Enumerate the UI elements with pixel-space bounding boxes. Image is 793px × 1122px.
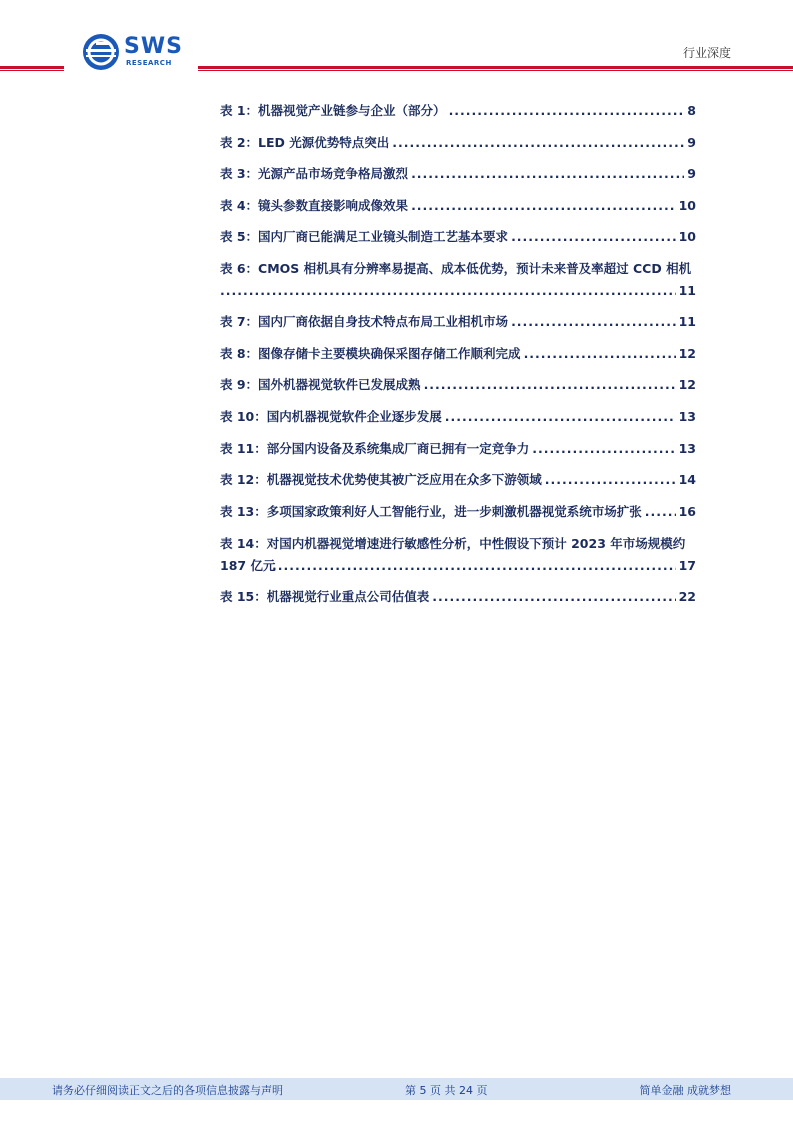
logo-subtext: RESEARCH (126, 59, 172, 67)
toc-entry-page: 12 (678, 377, 696, 392)
toc-entry-title: 表 3：光源产品市场竞争格局激烈 (220, 166, 409, 181)
toc-entry[interactable] (220, 132, 696, 154)
toc-entry-title: 表 14：对国内机器视觉增速进行敏感性分析，中性假设下预计 2023 年市场规模约 187 亿元 (220, 536, 686, 573)
toc-entry-title: 表 7：国内厂商依据自身技术特点布局工业相机市场 (220, 314, 509, 329)
toc-leader-dots (220, 280, 676, 302)
toc-entry-title: 表 5：国内厂商已能满足工业镜头制造工艺基本要求 (220, 229, 509, 244)
toc-entry-title: 表 11：部分国内设备及系统集成厂商已拥有一定竞争力 (220, 441, 530, 456)
toc-entry-title: 表 2：LED 光源优势特点突出 (220, 135, 390, 150)
toc-leader-dots (511, 226, 676, 248)
toc-entry-page: 13 (678, 441, 696, 456)
toc-leader-dots (432, 586, 675, 608)
toc-leader-dots (411, 163, 684, 185)
sws-logo (82, 33, 192, 73)
toc-entry-page: 10 (678, 229, 696, 244)
sws-logo-icon (82, 33, 120, 71)
toc-entry[interactable] (220, 469, 696, 491)
header-rule-right-thin (198, 70, 793, 71)
toc-entry-wrapped[interactable] (220, 258, 696, 302)
toc-leader-dots (445, 406, 676, 428)
toc-entry-title: 表 8：图像存储卡主要模块确保采图存储工作顺利完成 (220, 346, 521, 361)
toc-entry[interactable] (220, 163, 696, 185)
header-rule-right (198, 66, 793, 69)
footer-page-number: 第 5 页 共 24 页 (405, 1084, 488, 1097)
toc-entry[interactable] (220, 226, 696, 248)
toc-entry-title: 表 6：CMOS 相机具有分辨率易提高、成本低优势，预计未来普及率超过 CCD 相机 (220, 261, 692, 276)
toc-leader-dots (524, 343, 676, 365)
toc-leader-dots (532, 438, 675, 460)
toc-entry[interactable] (220, 374, 696, 396)
toc-entry-page: 9 (687, 166, 696, 181)
toc-leader-dots (272, 555, 676, 577)
footer-disclaimer: 请务必仔细阅读正文之后的各项信息披露与声明 (52, 1084, 283, 1097)
toc-entry[interactable] (220, 438, 696, 460)
toc-leader-dots (424, 374, 676, 396)
toc-entry-page: 13 (678, 409, 696, 424)
toc-leader-dots (545, 469, 676, 491)
toc-entry-page: 14 (678, 472, 696, 487)
header-rule-left (0, 66, 64, 69)
toc-leader-dots (411, 195, 676, 217)
header-rule-left-thin (0, 70, 64, 71)
toc-entry-page: 8 (687, 103, 696, 118)
toc-entry[interactable] (220, 343, 696, 365)
toc-entry[interactable] (220, 311, 696, 333)
footer-slogan: 简单金融 成就梦想 (639, 1084, 731, 1097)
toc-entry-title: 表 13：多项国家政策利好人工智能行业，进一步刺激机器视觉系统市场扩张 (220, 504, 642, 519)
report-category: 行业深度 (682, 46, 731, 60)
toc-leader-dots (449, 100, 685, 122)
toc-entry-page: 16 (678, 504, 696, 519)
toc-entry[interactable] (220, 195, 696, 217)
toc-entry-page: 11 (678, 314, 696, 329)
toc-entry-wrapped[interactable] (220, 533, 696, 577)
toc-entry[interactable] (220, 501, 696, 523)
toc-entry-page: 12 (678, 346, 696, 361)
toc-entry-page: 17 (678, 558, 696, 573)
toc-entry-title: 表 10：国内机器视觉软件企业逐步发展 (220, 409, 442, 424)
toc-entry-page: 22 (678, 589, 696, 604)
toc-leader-dots (511, 311, 676, 333)
logo-text: SWS (124, 34, 183, 59)
toc-entry-title: 表 15：机器视觉行业重点公司估值表 (220, 589, 430, 604)
toc-entry-title: 表 1：机器视觉产业链参与企业（部分） (220, 103, 446, 118)
toc-entry-page: 9 (687, 135, 696, 150)
toc-entry[interactable] (220, 586, 696, 608)
toc-entry-title: 表 4：镜头参数直接影响成像效果 (220, 198, 409, 213)
toc-entry-page: 11 (678, 283, 696, 298)
page-footer (0, 1078, 793, 1100)
toc-entry-title: 表 12：机器视觉技术优势使其被广泛应用在众多下游领域 (220, 472, 542, 487)
page-header (0, 0, 793, 80)
toc-entry-page: 10 (678, 198, 696, 213)
toc-leader-dots (645, 501, 676, 523)
toc-entry[interactable] (220, 406, 696, 428)
toc-entry[interactable] (220, 100, 696, 122)
toc-entry-title: 表 9：国外机器视觉软件已发展成熟 (220, 377, 421, 392)
toc-leader-dots (392, 132, 684, 154)
